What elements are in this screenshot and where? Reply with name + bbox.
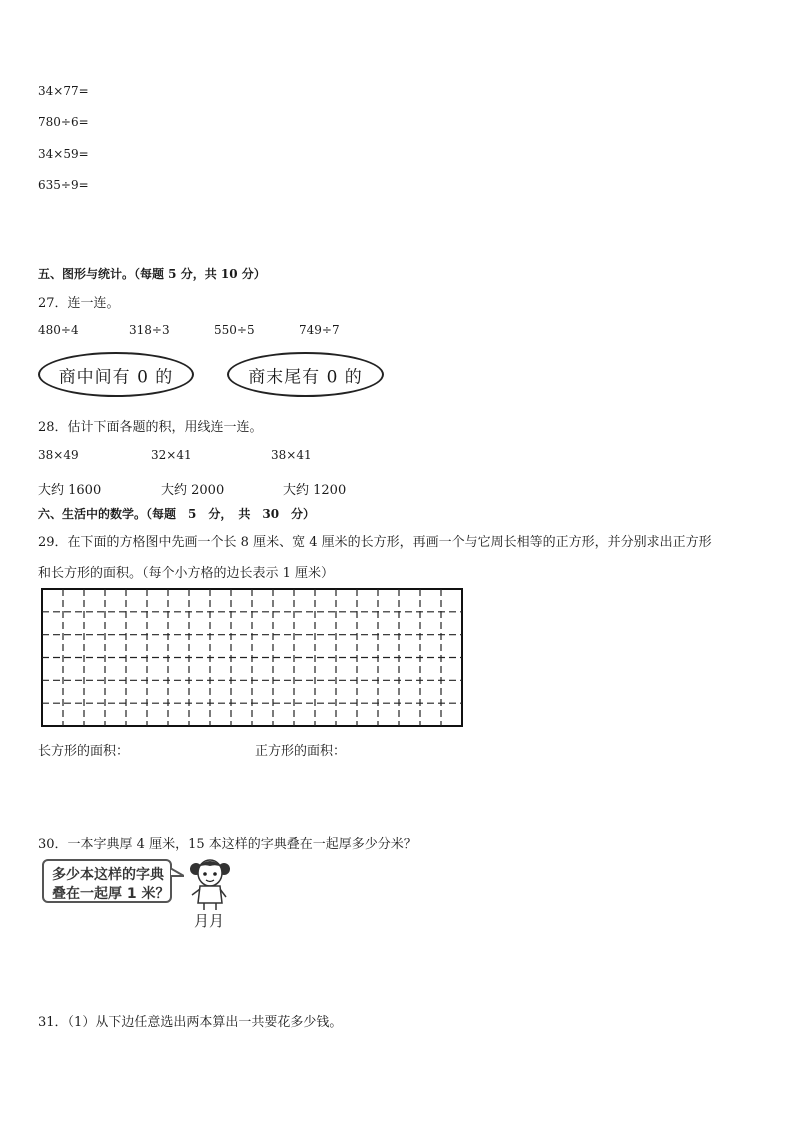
q29-line2: 和长方形的面积。（每个小方格的边长表示 1 厘米）: [38, 566, 335, 581]
grid-svg: [40, 587, 464, 728]
calc-item-2: 780÷6=: [38, 115, 89, 129]
square-area-label: 正方形的面积：: [255, 744, 347, 759]
square-grid[interactable]: [40, 587, 464, 728]
q29-line1: 29．在下面的方格图中先画一个长 8 厘米、宽 4 厘米的长方形，再画一个与它周长相等的正方形，并分别求出正方形: [38, 535, 712, 550]
q28-estimate-1: 大约 1600: [38, 483, 102, 498]
q27-expr-4: 749÷7: [299, 323, 340, 337]
section6-title: 六、生活中的数学。（每题 5 分， 共 30 分）: [38, 507, 316, 521]
bubble-line-2: 叠在一起厚 1 米？: [52, 886, 170, 902]
bubble-line-1: 多少本这样的字典: [52, 867, 164, 883]
girl-name: 月月: [194, 912, 225, 930]
q28-expr-1: 38×49: [38, 448, 79, 462]
q31-stem: 31．（1）从下边任意选出两本算出一共要花多少钱。: [38, 1015, 343, 1030]
q27-stem: 27．连一连。: [38, 296, 120, 311]
rect-area-label: 长方形的面积：: [38, 744, 130, 759]
oval-middle-zero-label: 商中间有 0 的: [58, 367, 174, 387]
calc-item-4: 635÷9=: [38, 178, 89, 192]
oval-end-zero: [227, 352, 384, 397]
q27-expr-3: 550÷5: [214, 323, 255, 337]
bubble-tail-icon: [170, 862, 184, 882]
q28-stem: 28．估计下面各题的积，用线连一连。: [38, 420, 263, 435]
calc-item-1: 34×77=: [38, 84, 89, 98]
oval-end-zero-label: 商末尾有 0 的: [248, 367, 363, 387]
speech-bubble: [42, 859, 172, 903]
oval-middle-zero: [38, 352, 194, 397]
q27-expr-1: 480÷4: [38, 323, 79, 337]
q27-expr-2: 318÷3: [129, 323, 170, 337]
girl-character-icon: [186, 855, 234, 911]
q28-expr-2: 32×41: [151, 448, 192, 462]
section5-title: 五、图形与统计。（每题 5 分，共 10 分）: [38, 267, 266, 281]
calc-item-3: 34×59=: [38, 147, 89, 161]
q28-estimate-2: 大约 2000: [161, 483, 225, 498]
q28-estimate-3: 大约 1200: [283, 483, 347, 498]
q28-expr-3: 38×41: [271, 448, 312, 462]
q30-stem: 30．一本字典厚 4 厘米，15 本这样的字典叠在一起厚多少分米？: [38, 837, 417, 852]
